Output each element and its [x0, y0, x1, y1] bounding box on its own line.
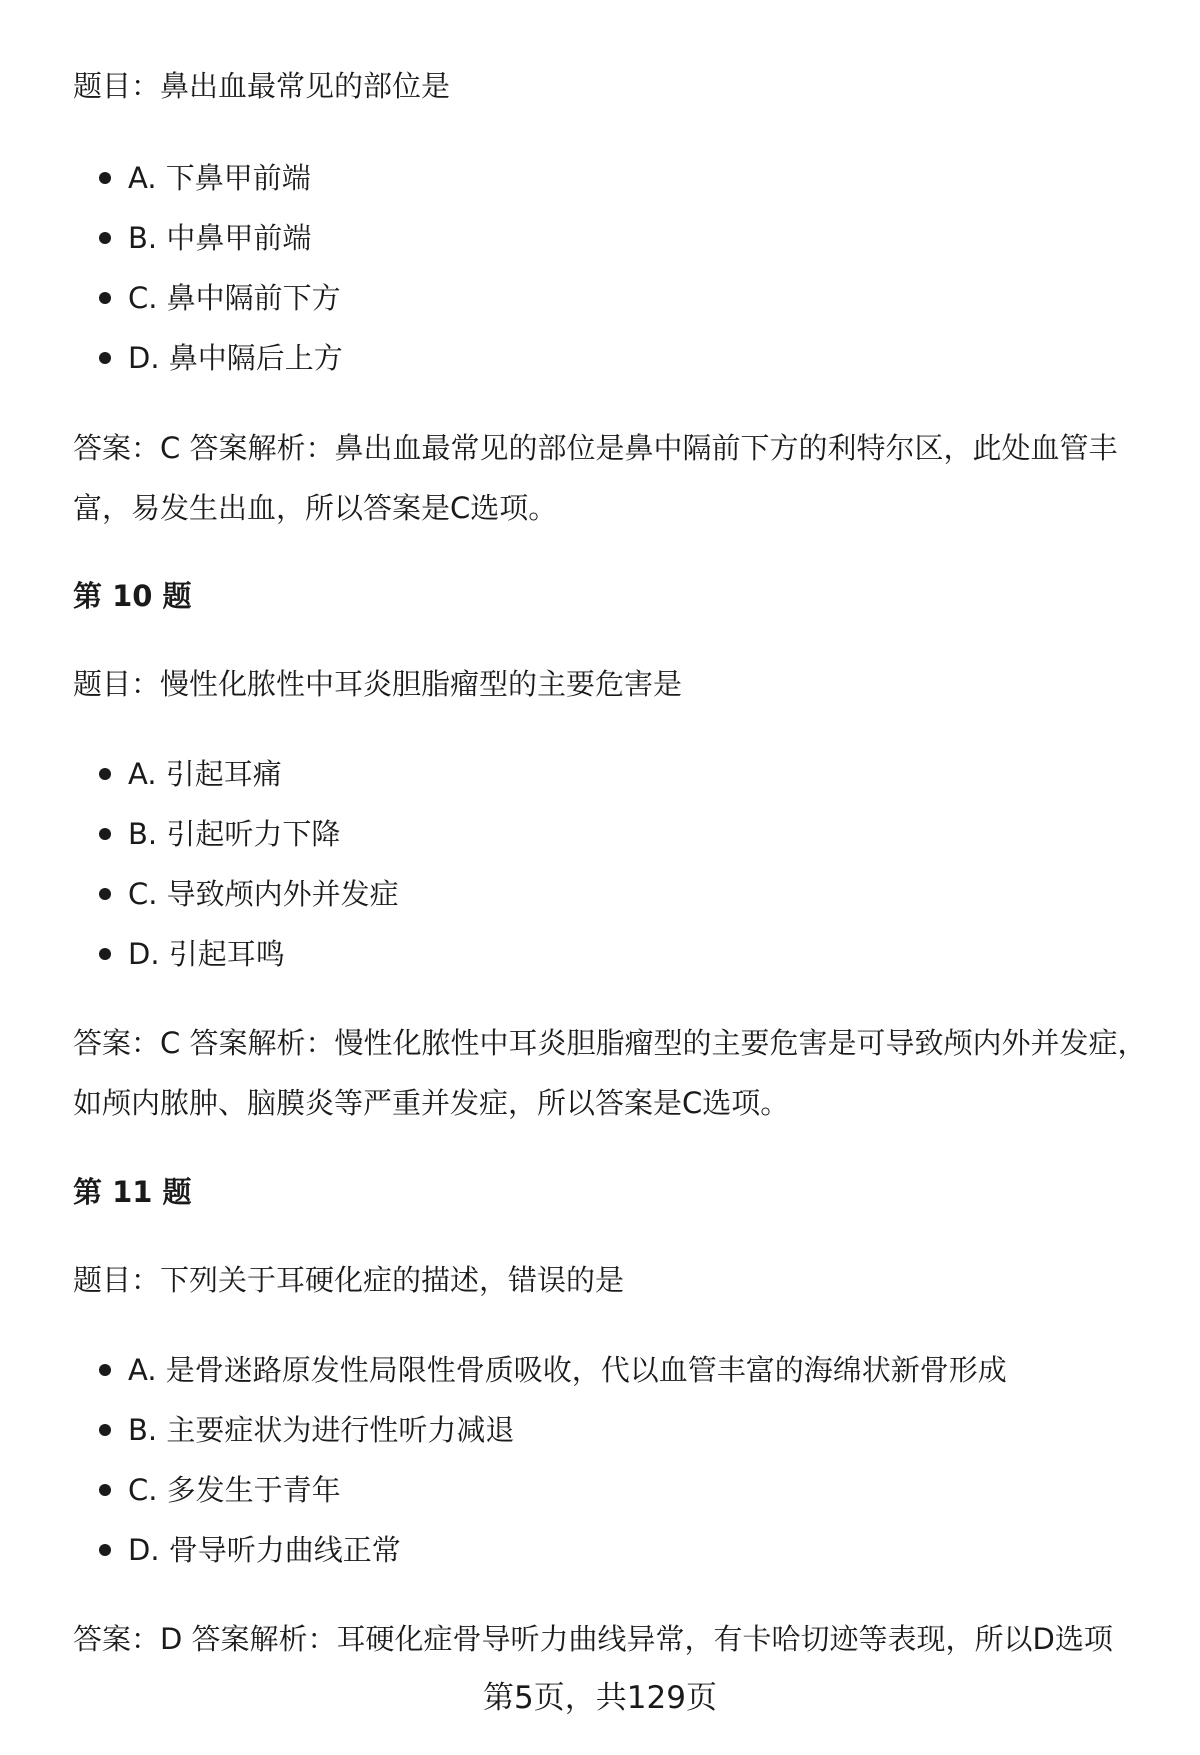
question-11-text: 题目：下列关于耳硬化症的描述，错误的是 — [73, 1263, 625, 1297]
bullet-icon — [99, 948, 111, 960]
question-10-answer: 答案：C 答案解析：慢性化脓性中耳炎胆脂瘤型的主要危害是可导致颅内外并发症，如颅内脓肿、脑膜炎等严重并发症，所以答案是C选项。 — [73, 1026, 1147, 1120]
page-number: 第5页，共129页 — [483, 1680, 717, 1716]
question-9-answer: 答案：C 答案解析：鼻出血最常见的部位是鼻中隔前下方的利特尔区，此处血管丰富，易发生出血，所以答案是C选项。 — [73, 431, 1118, 525]
option-item: D. 引起耳鸣 — [73, 924, 1153, 984]
question-11-answer: 答案：D 答案解析：耳硬化症骨导听力曲线异常，有卡哈切迹等表现，所以D选项 — [73, 1622, 1113, 1656]
bullet-icon — [99, 232, 111, 244]
option-item: D. 骨导听力曲线正常 — [73, 1520, 1153, 1580]
option-item: B. 引起听力下降 — [73, 804, 1153, 864]
option-item: B. 主要症状为进行性听力减退 — [73, 1400, 1153, 1460]
option-item: C. 多发生于青年 — [73, 1460, 1153, 1520]
option-item: A. 是骨迷路原发性局限性骨质吸收，代以血管丰富的海绵状新骨形成 — [73, 1340, 1153, 1400]
option-item: C. 导致颅内外并发症 — [73, 864, 1153, 924]
question-10-heading: 第 10 题 — [73, 579, 192, 613]
option-item: D. 鼻中隔后上方 — [73, 328, 1153, 388]
question-11-heading: 第 11 题 — [73, 1175, 192, 1209]
bullet-icon — [99, 172, 111, 184]
question-9-options — [73, 148, 1153, 388]
bullet-icon — [99, 352, 111, 364]
option-item: A. 引起耳痛 — [73, 744, 1153, 804]
option-item: B. 中鼻甲前端 — [73, 208, 1153, 268]
question-10-options — [73, 744, 1153, 984]
bullet-icon — [99, 888, 111, 900]
bullet-icon — [99, 1364, 111, 1376]
question-11-options — [73, 1340, 1153, 1580]
bullet-icon — [99, 1424, 111, 1436]
question-9-text: 题目：鼻出血最常见的部位是 — [73, 69, 451, 103]
bullet-icon — [99, 1484, 111, 1496]
option-item: C. 鼻中隔前下方 — [73, 268, 1153, 328]
question-10-text: 题目：慢性化脓性中耳炎胆脂瘤型的主要危害是 — [73, 667, 683, 701]
bullet-icon — [99, 292, 111, 304]
bullet-icon — [99, 828, 111, 840]
bullet-icon — [99, 768, 111, 780]
bullet-icon — [99, 1544, 111, 1556]
option-item: A. 下鼻甲前端 — [73, 148, 1153, 208]
